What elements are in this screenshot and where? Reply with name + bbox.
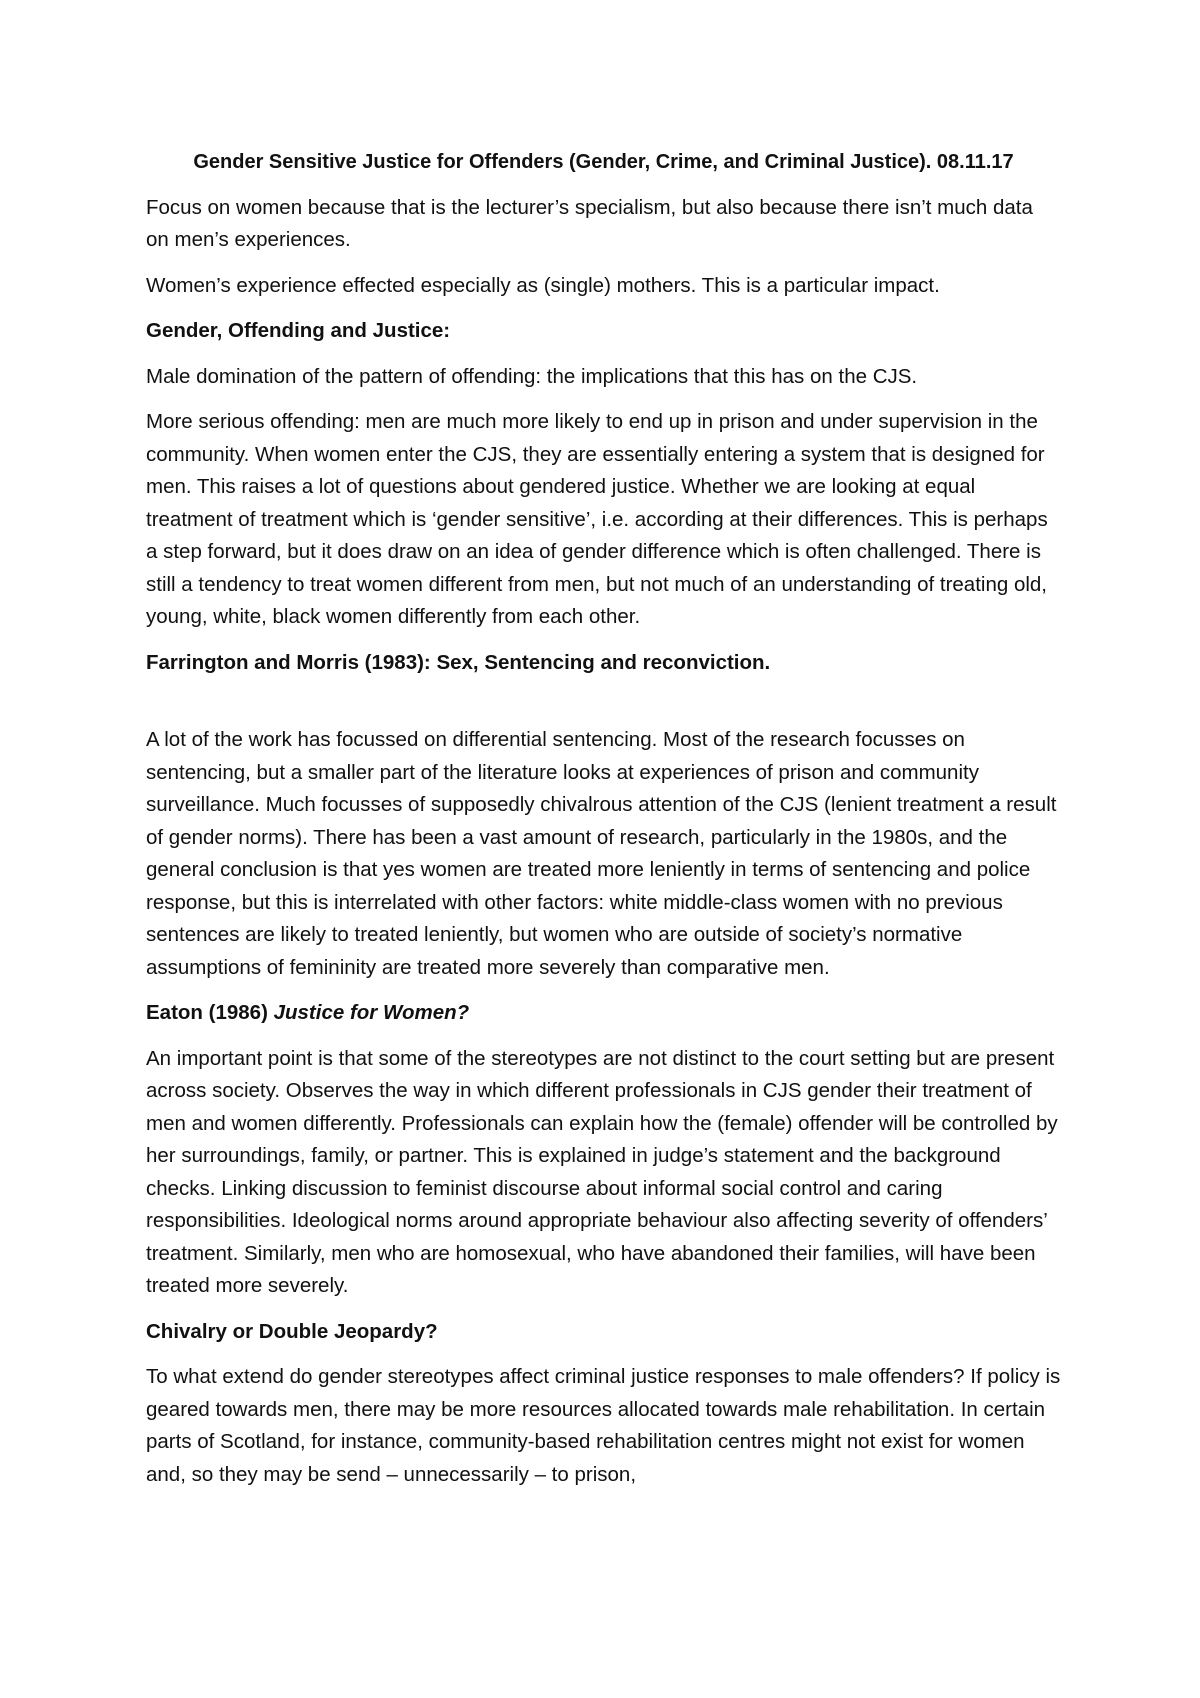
eaton-heading-title: Justice for Women?: [273, 1001, 470, 1024]
section1-paragraph-1: Male domination of the pattern of offending: the implications that this has on the CJS.: [146, 364, 918, 388]
section-heading-chivalry: Chivalry or Double Jeopardy?: [146, 1319, 438, 1343]
document-body: [146, 146, 1061, 1504]
section1-paragraph-2: More serious offending: men are much more likely to end up in prison and under supervision in the community. When women enter the CJS, they are essentially entering a system that is designed for men. This raises a lot of questions about gendered justice. Whether we are looking at equal treatment of treatment which is ‘gender sensitive’, i.e. according at their differences. This is perhaps a step forward, but it does draw on an idea of gender difference which is often challenged. There is still a tendency to treat women different from men, but not much of an understanding of treating old, young, white, black women differently from each other.: [146, 410, 1048, 628]
page-title: Gender Sensitive Justice for Offenders (Gender, Crime, and Criminal Justice). 08.11.17: [193, 151, 1014, 173]
eaton-heading-prefix: Eaton (1986): [146, 1001, 274, 1024]
section4-paragraph-1: To what extend do gender stereotypes affect criminal justice responses to male offenders? If policy is geared towards men, there may be more resources allocated towards male rehabilitation. In certain parts of Scotland, for instance, community-based rehabilitation centres might not exist for women and, so they may be send – unnecessarily – to prison,: [146, 1365, 1061, 1486]
section-heading-farrington-morris: Farrington and Morris (1983): Sex, Sentencing and reconviction.: [146, 650, 771, 674]
section-heading-eaton: [146, 997, 1061, 1030]
section-heading-gender-offending-justice: Gender, Offending and Justice:: [146, 319, 451, 342]
section3-paragraph-1: An important point is that some of the stereotypes are not distinct to the court setting but are present across society. Observes the way in which different professionals in CJS gender their treatment of men and women differently. Professionals can explain how the (female) offender will be controlled by her surroundings, family, or partner. This is explained in judge’s statement and the background checks. Linking discussion to feminist discourse about informal social control and caring responsibilities. Ideological norms around appropriate behaviour also affecting severity of offenders’ treatment. Similarly, men who are homosexual, who have abandoned their families, will have been treated more severely.: [146, 1046, 1058, 1297]
section2-paragraph-1: A lot of the work has focussed on differential sentencing. Most of the research focusses on sentencing, but a smaller part of the literature looks at experiences of prison and community surveillance. Much focusses of supposedly chivalrous attention of the CJS (lenient treatment a result of gender norms). There has been a vast amount of research, particularly in the 1980s, and the general conclusion is that yes women are treated more leniently in terms of sentencing and police response, but this is interrelated with other factors: white middle-class women with no previous sentences are likely to treated leniently, but women who are outside of society’s normative assumptions of femininity are treated more severely than comparative men.: [146, 728, 1057, 979]
intro-paragraph-2: Women’s experience effected especially as (single) mothers. This is a particular impact.: [146, 273, 940, 297]
intro-paragraph-1: Focus on women because that is the lecturer’s specialism, but also because there isn’t much data on men’s experiences.: [146, 195, 1033, 251]
